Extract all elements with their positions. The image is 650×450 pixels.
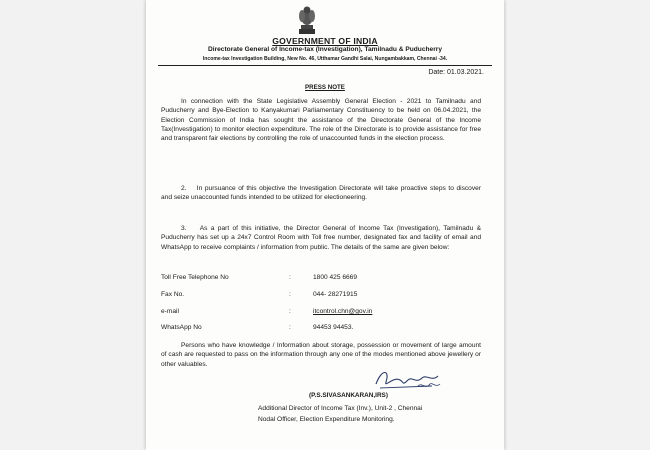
- contact-separator: :: [289, 274, 291, 281]
- paragraph-1: In connection with the State Legislative Assembly General Election - 2021 to Tamilnadu and Puducherry and Bye-Election to Kanyakumari Parliamentary Constituency to be held on 06.04.2021, the Election Commission of India has sought the assistance of the Directorate General of the Income Tax(Investigation) to monitor election expenditure. The role of the Directorate is to provide assistance for free and transparent fair elections by controlling the role of unaccounted funds in the election process.: [161, 98, 481, 143]
- press-note-title: PRESS NOTE: [305, 84, 345, 91]
- contact-label: Fax No.: [161, 291, 185, 298]
- contact-label: e-mail: [161, 308, 179, 315]
- signatory-designation: Additional Director of Income Tax (Inv.), Unit-2 , Chennai: [258, 405, 423, 412]
- closing-paragraph: Persons who have knowledge / Information about storage, possession or movement of large amount of cash are requested to pass on the information through any one of the modes mentioned above jewellery or other valuables.: [161, 342, 481, 368]
- contact-value: 94453 94453.: [313, 324, 354, 331]
- contact-value: 1800 425 6669: [313, 274, 358, 281]
- paragraph-2: 2. In pursuance of this objective the Investigation Directorate will take proactive steps to discover and seize unaccounted funds intended to be utilized for electioneering.: [161, 185, 481, 202]
- contact-separator: :: [289, 291, 291, 298]
- contact-separator: :: [289, 324, 291, 331]
- signatory-name: (P.S.SIVASANKARAN,IRS): [309, 392, 388, 399]
- header-directorate: Directorate General of Income-tax (Investigation), Tamilnadu & Puducherry: [207, 46, 442, 53]
- contact-separator: :: [289, 308, 291, 315]
- contact-label: Toll Free Telephone No: [161, 274, 229, 281]
- ashoka-emblem-icon: [294, 4, 320, 36]
- press-note-page: [146, 0, 504, 450]
- paragraph-3: 3. As a part of this initiative, the Director General of Income Tax (Investigation), Tamilnadu & Puducherry has set up a 24x7 Control Room with Toll free number, designated fax and facility of email and WhatsApp to receive complaints / information from public. The details of the same are given below:: [161, 225, 481, 251]
- signatory-role: Nodal Officer, Election Expenditure Monitoring.: [258, 416, 395, 423]
- contact-label: WhatsApp No: [161, 324, 202, 331]
- header-title: GOVERNMENT OF INDIA: [272, 36, 378, 46]
- contact-value: 044- 28271915: [313, 291, 358, 298]
- header-divider: [158, 65, 492, 66]
- email-link[interactable]: itcontrol.chn@gov.in: [313, 308, 373, 315]
- document-date: Date: 01.03.2021.: [428, 69, 484, 76]
- header-address: Income-tax Investigation Building, New No. 46, Utthamar Gandhi Salai, Nungambakkam, Chennai -34.: [202, 56, 448, 62]
